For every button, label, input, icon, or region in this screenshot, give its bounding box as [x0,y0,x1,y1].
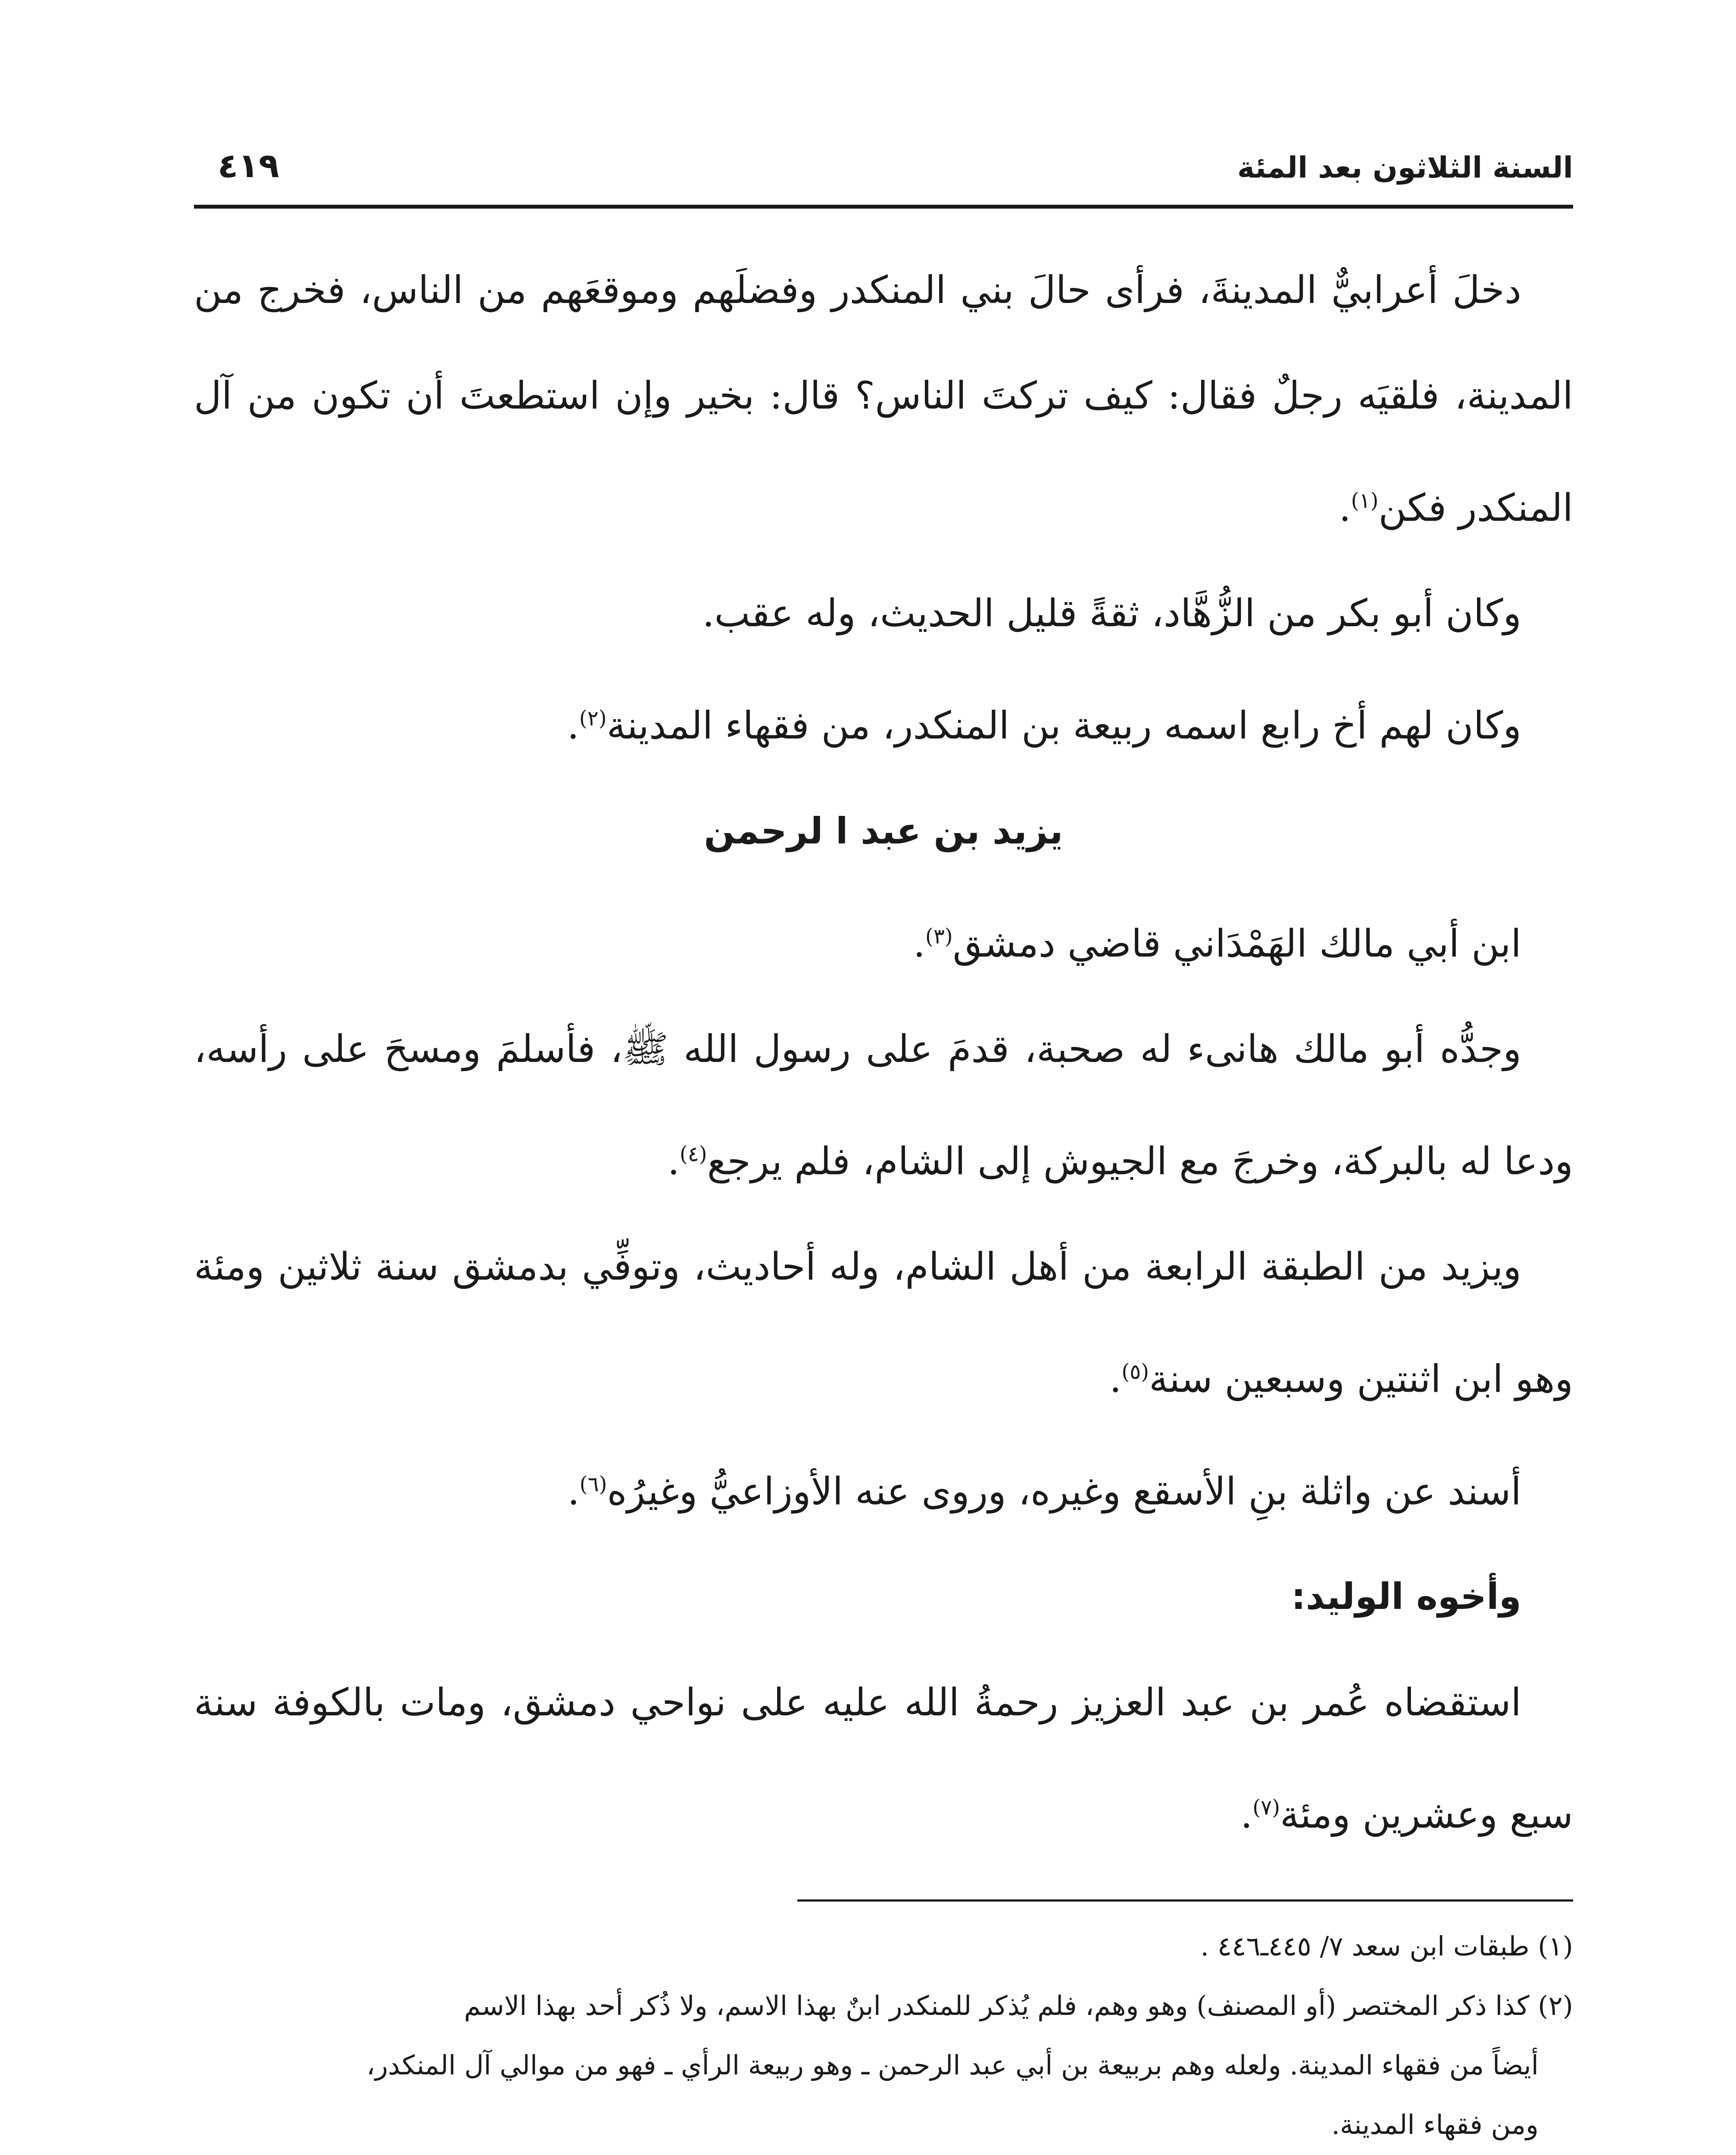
period: . [1339,485,1351,530]
footnote-ref-5: (٥) [1121,1360,1149,1384]
paragraph-4-text: ابن أبي مالك الهَمْدَاني قاضي دمشق [952,921,1521,965]
footnote-ref-1: (١) [1351,489,1379,513]
period: . [667,1139,680,1184]
footnote-ref-6: (٦) [579,1472,607,1496]
footnote-ref-4: (٤) [679,1142,707,1166]
paragraph-3 [194,666,1573,778]
paragraph-6 [194,1214,1573,1431]
section-heading: يزيد بن عبد ا لرحمن [704,809,1063,852]
period: . [567,1468,580,1513]
footnote-ref-3: (٣) [925,924,953,949]
paragraph-3-text: وكان لهم أخ رابع اسمه ربيعة بن المنكدر، من فقهاء المدينة [606,703,1521,748]
footnote-2-line-1: (٢) كذا ذكر المختصر (أو المصنف) وهو وهم، فلم يُذكر للمنكدر ابنٌ بهذا الاسم، ولا ذُكر أحد بهذا الاسم [464,1990,1573,2022]
footnote-2-line-3: ومن فقهاء المدينة. [1331,2109,1539,2141]
paragraph-6-text: ويزيد من الطبقة الرابعة من أهل الشام، وله أحاديث، وتوفِّي بدمشق سنة ثلاثين ومئة وهو ابن اثنتين وسبعين سنة [194,1244,1573,1401]
paragraph-8 [194,1649,1573,1867]
period: . [567,703,579,748]
paragraph-5 [194,996,1573,1214]
paragraph-8-text: استقضاه عُمر بن عبد العزيز رحمةُ الله عليه على نواحي دمشق، ومات بالكوفة سنة سبع وعشرين ومئة [194,1680,1573,1837]
footnote-1: (١) طبقات ابن سعد ٧/ ٤٤٥ـ٤٤٦ . [1200,1930,1573,1962]
footnote-ref-2: (٢) [579,706,607,731]
period: . [1109,1356,1122,1401]
header-rule [194,205,1573,209]
footnotes [194,1917,1573,2155]
paragraph-7 [194,1432,1573,1544]
paragraph-4 [194,884,1573,996]
footnote-ref-7: (٧) [1252,1795,1280,1820]
footnote-rule [797,1899,1573,1902]
footnote-2-line-2: أيضاً من فقهاء المدينة. ولعله وهم بربيعة بن أبي عبد الرحمن ـ وهو ربيعة الرأي ـ فهو من موالي آل المنكدر، [366,2049,1539,2081]
period: . [1240,1792,1253,1837]
footnote-2 [194,1976,1573,2155]
book-page [194,142,1573,2155]
paragraph-1 [194,237,1573,560]
sub-heading: وأخوه الوليد: [1291,1575,1521,1618]
paragraph-5-text: وجدُّه أبو مالك هانىء له صحبة، قدمَ على رسول الله ﷺ، فأسلمَ ومسحَ على رأسه، ودعا له بالبركة، وخرجَ مع الجيوش إلى الشام، فلم يرجع [194,1026,1573,1184]
paragraph-1-text: دخلَ أعرابيٌّ المدينةَ، فرأى حالَ بني المنكدر وفضلَهم وموقعَهم من الناس، فخرج من المدينة، فلقيَه رجلٌ فقال: كيف تركتَ الناس؟ قال: بخير وإن استطعتَ أن تكون من آل المنكدر فكن [194,268,1573,530]
paragraph-7-text: أسند عن واثلة بنِ الأسقع وغيره، وروى عنه الأوزاعيُّ وغيرُه [607,1468,1521,1513]
page-header [194,142,1573,207]
main-text [194,237,1573,1867]
page-number: ٤١٩ [218,147,279,185]
running-head: السنة الثلاثون بعد المئة [1237,151,1573,185]
period: . [913,921,925,965]
paragraph-2: وكان أبو بكر من الزُّهَّاد، ثقةً قليل الحديث، وله عقب. [702,591,1521,636]
